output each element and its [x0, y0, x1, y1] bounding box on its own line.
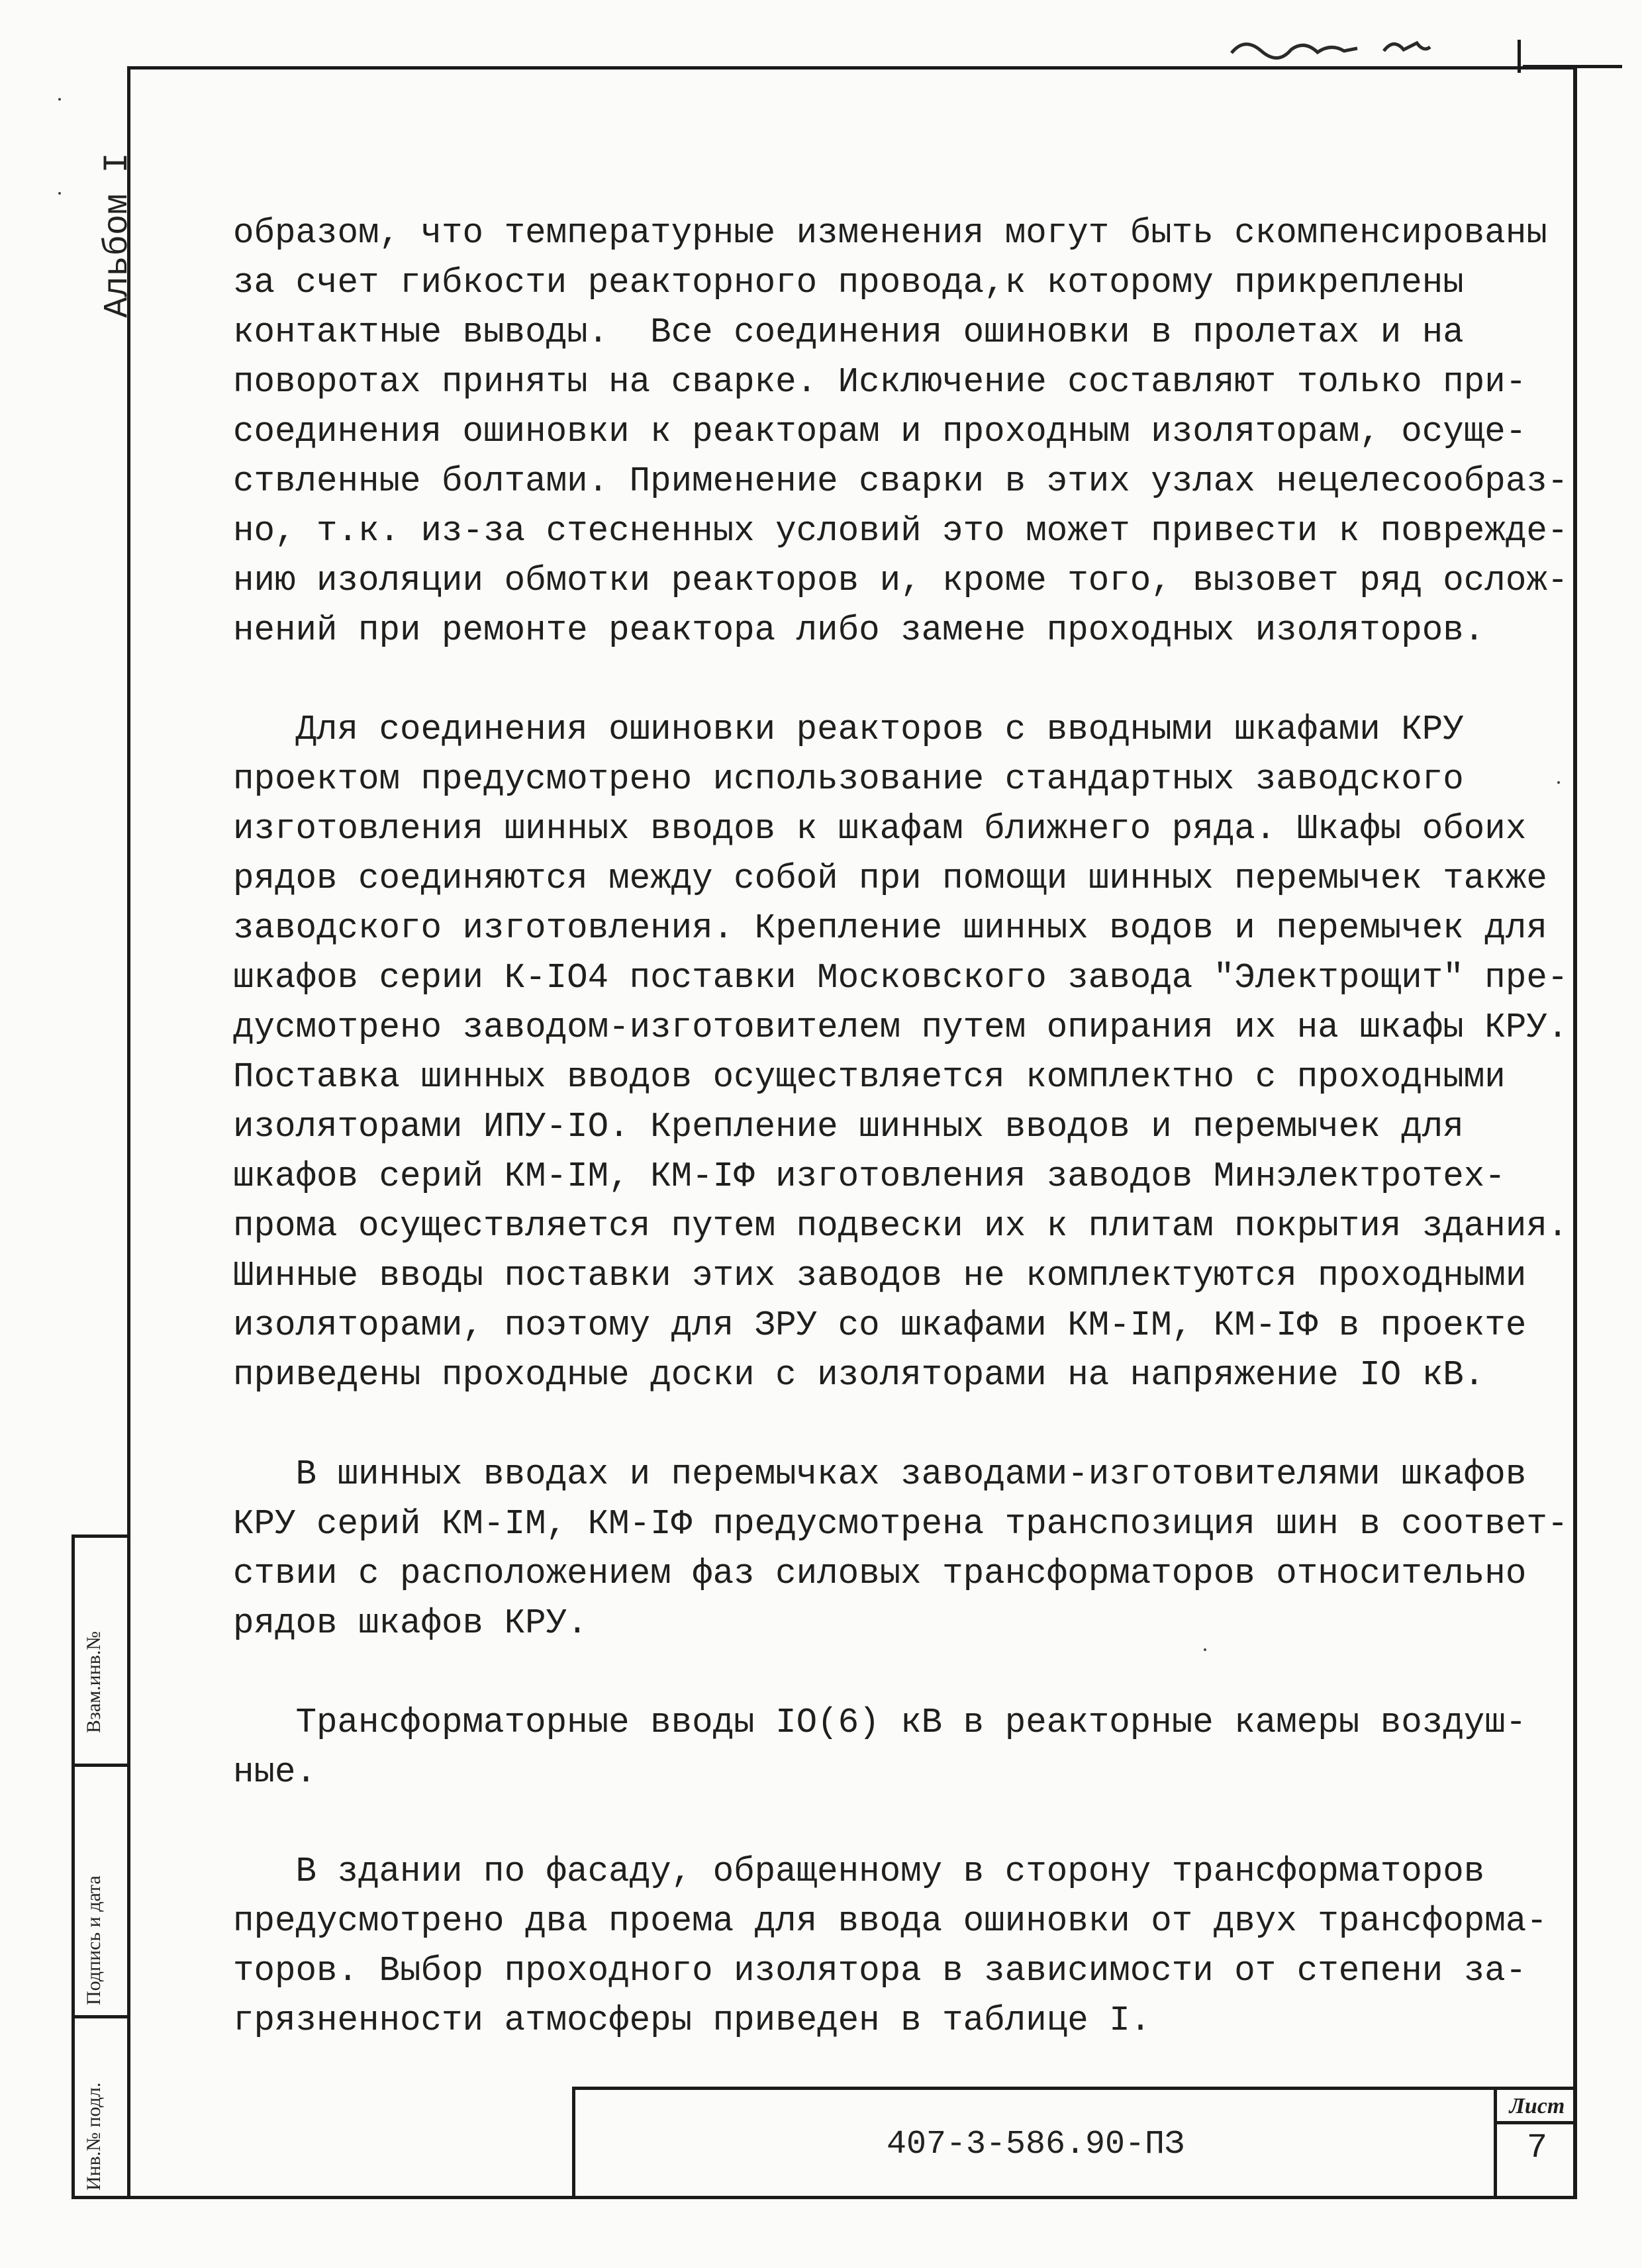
text-line: ствии с расположением фаз силовых трансформаторов относительно — [233, 1554, 1527, 1593]
text-line: контактные выводы. Все соединения ошиновки в пролетах и на — [233, 312, 1464, 352]
document-code: 407-3-586.90-ПЗ — [886, 2126, 1185, 2163]
stamp-label-signature: Подпись и дата — [83, 1875, 105, 2005]
stamp-column — [72, 1535, 127, 2199]
sheet-label: Лист — [1497, 2090, 1577, 2124]
text-line: шкафов серии К-IO4 поставки Московского завода "Электрощит" пре- — [233, 958, 1569, 998]
text-line: заводского изготовления. Крепление шинных водов и перемычек для — [233, 908, 1547, 948]
scan-speck — [1204, 1648, 1206, 1651]
paragraph — [233, 1450, 1569, 1648]
text-line: изоляторами ИПУ-IO. Крепление шинных вводов и перемычек для — [233, 1107, 1464, 1147]
text-line: шкафов серий КМ-IМ, КМ-IФ изготовления заводов Минэлектротех- — [233, 1157, 1506, 1196]
text-line: соединения ошиновки к реакторам и проходным изоляторам, осуще- — [233, 412, 1527, 451]
text-line: Для соединения ошиновки реакторов с вводными шкафами КРУ — [233, 710, 1464, 749]
text-line: образом, что температурные изменения могут быть скомпенсированы — [233, 213, 1547, 253]
paragraph-gap — [233, 655, 1564, 705]
text-line: рядов шкафов КРУ. — [233, 1603, 588, 1643]
text-line: ствленные болтами. Применение сварки в этих узлах нецелесообраз- — [233, 461, 1569, 501]
text-line: Поставка шинных вводов осуществляется комплектно с проходными — [233, 1057, 1506, 1097]
text-line: прома осуществляется путем подвески их к плитам покрытия здания. — [233, 1206, 1569, 1246]
scan-speck — [1557, 781, 1560, 784]
stamp-label-original-inventory: Инв.№ подл. — [83, 2082, 105, 2191]
text-line: нию изоляции обмотки реакторов и, кроме того, вызовет ряд ослож- — [233, 561, 1569, 600]
text-line: грязненности атмосферы приведен в таблице I. — [233, 2001, 1151, 2040]
paragraph-gap — [233, 1797, 1564, 1847]
title-block — [572, 2087, 1577, 2199]
text-line: В здании по фасаду, обращенному в сторону трансформаторов — [233, 1852, 1485, 1891]
text-line: Трансформаторные вводы IO(6) кВ в реакторные камеры воздуш- — [233, 1703, 1527, 1742]
handwritten-note — [1225, 23, 1463, 63]
text-line: предусмотрено два проема для ввода ошиновки от двух трансформа- — [233, 1901, 1547, 1941]
text-line: изготовления шинных вводов к шкафам ближнего ряда. Шкафы обоих — [233, 809, 1527, 849]
album-label: Альбом I — [98, 152, 137, 318]
paragraph — [233, 1847, 1564, 2046]
document-body — [233, 209, 1569, 2046]
text-line: В шинных вводах и перемычках заводами-изготовителями шкафов — [233, 1454, 1527, 1494]
sheet-number: 7 — [1526, 2128, 1548, 2167]
text-line: поворотах приняты на сварке. Исключение составляют только при- — [233, 362, 1527, 402]
paragraph — [233, 209, 1569, 655]
text-line: дусмотрено заводом-изготовителем путем опирания их на шкафы КРУ. — [233, 1008, 1569, 1047]
stamp-label-replacement: Взам.инв.№ — [83, 1630, 105, 1733]
paragraph — [233, 1698, 1564, 1797]
text-line: рядов соединяются между собой при помощи шинных перемычек также — [233, 859, 1547, 898]
paragraph-gap — [233, 1400, 1564, 1450]
text-line: за счет гибкости реакторного провода,к которому прикреплены — [233, 263, 1464, 303]
scan-speck — [58, 192, 61, 195]
text-line: КРУ серий КМ-IМ, КМ-IФ предусмотрена транспозиция шин в соответ- — [233, 1504, 1569, 1544]
text-line: проектом предусмотрено использование стандартных заводского — [233, 759, 1464, 799]
sheet-box — [1494, 2090, 1577, 2199]
stamp-cell-signature — [75, 1764, 127, 2015]
stamp-cell-original-inventory — [75, 2015, 127, 2199]
paragraph-gap — [233, 1648, 1564, 1698]
text-line: торов. Выбор проходного изолятора в зависимости от степени за- — [233, 1951, 1527, 1991]
text-line: но, т.к. из-за стесненных условий это может привести к поврежде- — [233, 511, 1569, 551]
stamp-cell-replacement — [75, 1535, 127, 1764]
scan-speck — [58, 98, 61, 101]
text-line: ные. — [233, 1752, 317, 1792]
text-line: Шинные вводы поставки этих заводов не комплектуются проходными — [233, 1256, 1527, 1296]
text-line: нений при ремонте реактора либо замене проходных изоляторов. — [233, 610, 1485, 650]
paragraph — [233, 705, 1569, 1400]
text-line: изоляторами, поэтому для ЗРУ со шкафами КМ-IМ, КМ-IФ в проекте — [233, 1305, 1527, 1345]
text-line: приведены проходные доски с изоляторами на напряжение IO кВ. — [233, 1355, 1485, 1395]
